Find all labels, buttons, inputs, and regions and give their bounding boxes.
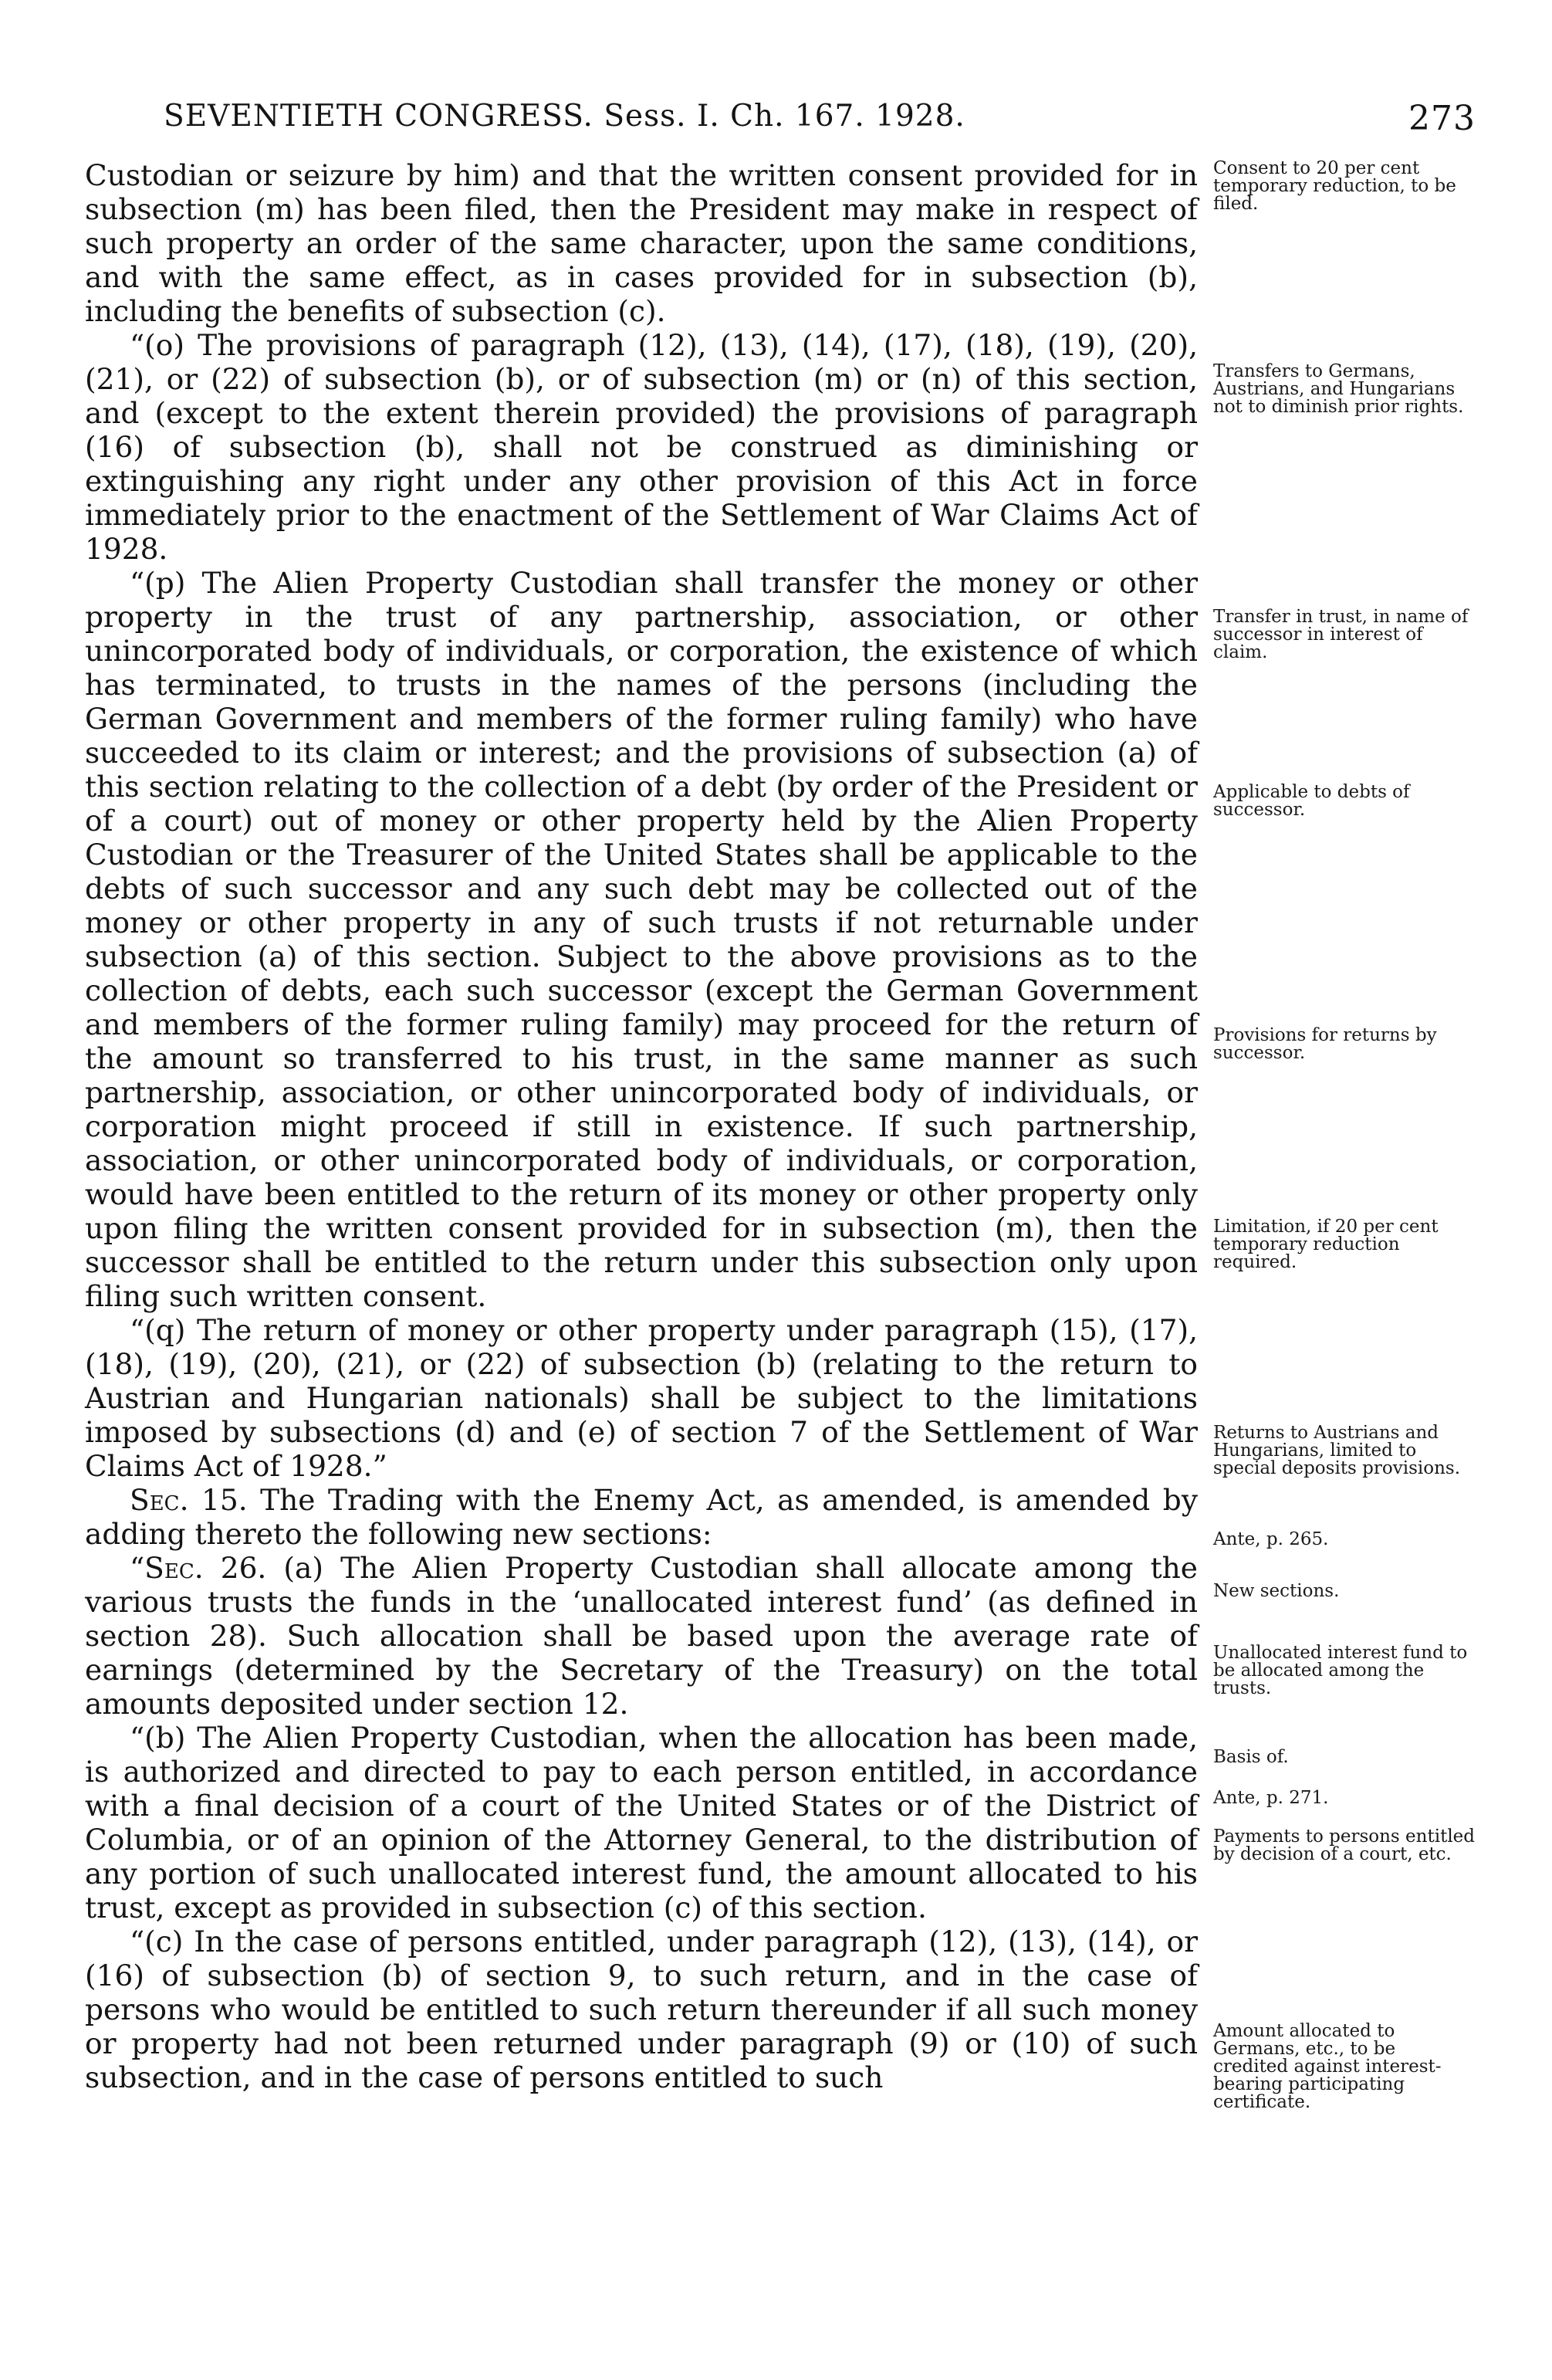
margin-note: Unallocated interest fund to be allocated among the trusts.	[1213, 1643, 1468, 1698]
margin-note: Applicable to debts of successor.	[1213, 782, 1410, 820]
paragraph-q: “(q) The return of money or other property under paragraph (15), (17), (18), (19), (20), (21), or (22) of subsection (b) (relating to the return to Austrian and Hungarian nationals) shall be subject to the limitations imposed by subsections (d) and (e) of section 7 of the Settlement of War Claims Act of 1928.”	[85, 1313, 1198, 1483]
statute-text	[85, 158, 1198, 2094]
running-head: SEVENTIETH CONGRESS. Sess. I. Ch. 167. 1928.	[164, 99, 965, 134]
margin-note: Limitation, if 20 per cent temporary reduction required.	[1213, 1217, 1439, 1272]
running-header	[164, 99, 1476, 145]
sec-label: Sec.	[130, 1483, 189, 1517]
margin-note: Transfer in trust, in name of successor in interest of claim.	[1213, 607, 1469, 662]
margin-note: Returns to Austrians and Hungarians, limited to special deposits provisions.	[1213, 1423, 1461, 1478]
section-26a-text: 26. (a) The Alien Property Custodian shall allocate among the various trusts the funds in the ‘unallocated interest fund’ (as defined in section 28). Such allocation shall be based upon the average rate of earnings (determined by the Secretary of the Treasury) on the total amounts deposited under section 12.	[85, 1551, 1198, 1721]
margin-note: Provisions for returns by successor.	[1213, 1025, 1437, 1063]
paragraph-p: “(p) The Alien Property Custodian shall transfer the money or other property in the trust of any partnership, association, or other unincorporated body of individuals, or corporation, the existence of which has terminated, to trusts in the names of the persons (including the German Government and members of the former ruling family) who have succeeded to its claim or interest; and the provisions of subsection (a) of this section relating to the collection of a debt (by order of the President or of a court) out of money or other property held by the Alien Property Custodian or the Treasurer of the United States shall be applicable to the debts of such successor and any such debt may be collected out of the money or other property in any of such trusts if not returnable under subsection (a) of this section. Subject to the above provisions as to the collection of debts, each such successor (except the German Government and members of the former ruling family) may proceed for the return of the amount so transferred to his trust, in the same manner as such partnership, association, or other unincorporated body of individuals, or corporation might proceed if still in existence. If such partnership, association, or other unincorporated body of individuals, or corporation, would have been entitled to the return of its money or other property only upon filing the written consent provided for in subsection (m), then the successor shall be entitled to the return under this subsection only upon filing such written consent.	[85, 566, 1198, 1313]
margin-note: Ante, p. 271.	[1213, 1788, 1329, 1808]
section-26b: “(b) The Alien Property Custodian, when the allocation has been made, is authorized and directed to pay to each person entitled, in accordance with a final decision of a court of the United States or of the District of Columbia, or of an opinion of the Attorney General, to the distribution of any portion of such unallocated interest fund, the amount allocated to his trust, except as provided in subsection (c) of this section.	[85, 1721, 1198, 1925]
margin-note: Basis of.	[1213, 1747, 1289, 1767]
sec-label: Sec.	[144, 1551, 204, 1585]
section-26a	[85, 1551, 1198, 1721]
open-quote: “	[130, 1551, 145, 1585]
margin-note: Consent to 20 per cent temporary reduction, to be filed.	[1213, 158, 1456, 214]
paragraph-o: “(o) The provisions of paragraph (12), (13), (14), (17), (18), (19), (20), (21), or (22) of subsection (b), or of subsection (m) or (n) of this section, and (except to the extent therein provided) the provisions of paragraph (16) of subsection (b), shall not be construed as diminishing or extinguishing any right under any other provision of this Act in force immediately prior to the enactment of the Settlement of War Claims Act of 1928.	[85, 328, 1198, 566]
paragraph-continuation: Custodian or seizure by him) and that the written consent provided for in subsection (m) has been filed, then the President may make in respect of such property an order of the same character, upon the same conditions, and with the same effect, as in cases provided for in subsection (b), including the benefits of subsection (c).	[85, 158, 1198, 328]
section-26c: “(c) In the case of persons entitled, under paragraph (12), (13), (14), or (16) of subsection (b) of section 9, to such return, and in the case of persons who would be entitled to such return thereunder if all such money or property had not been returned under paragraph (9) or (10) of such subsection, and in the case of persons entitled to such	[85, 1925, 1198, 2094]
page-number: 273	[1408, 99, 1476, 138]
margin-note: Ante, p. 265.	[1213, 1529, 1329, 1549]
margin-note: Amount allocated to Germans, etc., to be credited against interest-bearing participating certificate.	[1213, 2021, 1442, 2112]
margin-note: Payments to persons entitled by decision of a court, etc.	[1213, 1826, 1476, 1864]
margin-note: Transfers to Germans, Austrians, and Hungarians not to diminish prior rights.	[1213, 361, 1464, 417]
margin-note: New sections.	[1213, 1581, 1340, 1601]
section-15-text: 15. The Trading with the Enemy Act, as amended, is amended by adding thereto the following new sections:	[85, 1483, 1198, 1551]
section-15	[85, 1483, 1198, 1551]
